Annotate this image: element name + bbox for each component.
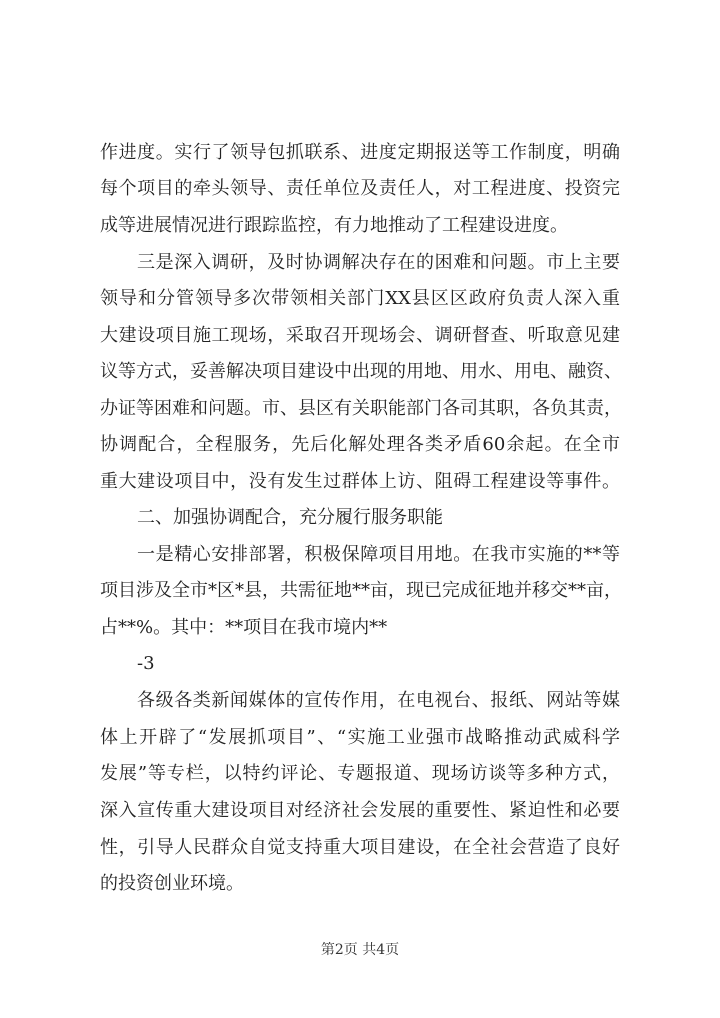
text-line: 大建设项目施工现场，采取召开现场会、调研督查、听取意见建 [100, 325, 620, 346]
text-line: 项目涉及全市*区*县，共需征地**亩，现已完成征地并移交**亩， [100, 580, 622, 601]
text-line: 占**%。其中：**项目在我市境内** [100, 617, 388, 638]
page-number-footer: 第2页 共4页 [320, 942, 400, 958]
text-line: 成等进展情况进行跟踪监控，有力地推动了工程建设进度。 [100, 215, 568, 236]
text-line: 每个项目的牵头领导、责任单位及责任人，对工程进度、投资完 [100, 178, 620, 199]
text-line: 重大建设项目中，没有发生过群体上访、阻碍工程建设等事件。 [100, 471, 620, 492]
text-line: 办证等困难和问题。市、县区有关职能部门各司其职，各负其责， [100, 398, 622, 419]
text-line: 协调配合，全程服务，先后化解处理各类矛盾60余起。在全市 [100, 434, 620, 455]
paragraph-start: 三是深入调研，及时协调解决存在的困难和问题。市上主要 [137, 252, 620, 273]
page-marker: -3 [137, 653, 155, 674]
text-line: 的投资创业环境。 [100, 873, 244, 894]
paragraph-start: 各级各类新闻媒体的宣传作用，在电视台、报纸、网站等媒 [137, 690, 620, 711]
text-line: 作进度。实行了领导包抓联系、进度定期报送等工作制度，明确 [100, 142, 620, 163]
text-line: 性，引导人民群众自觉支持重大项目建设，在全社会营造了良好 [100, 837, 620, 858]
section-heading: 二、加强协调配合，充分履行服务职能 [137, 507, 443, 528]
paragraph-start: 一是精心安排部署，积极保障项目用地。在我市实施的**等 [137, 544, 620, 565]
text-line: 体上开辟了“发展抓项目”、“实施工业强市战略推动武威科学 [100, 727, 620, 748]
text-line: 深入宣传重大建设项目对经济社会发展的重要性、紧迫性和必要 [100, 800, 620, 821]
text-line: 议等方式，妥善解决项目建设中出现的用地、用水、用电、融资、 [100, 361, 622, 382]
text-line: 发展”等专栏，以特约评论、专题报道、现场访谈等多种方式， [100, 763, 620, 784]
text-line: 领导和分管领导多次带领相关部门XX县区区政府负责人深入重 [100, 288, 620, 309]
